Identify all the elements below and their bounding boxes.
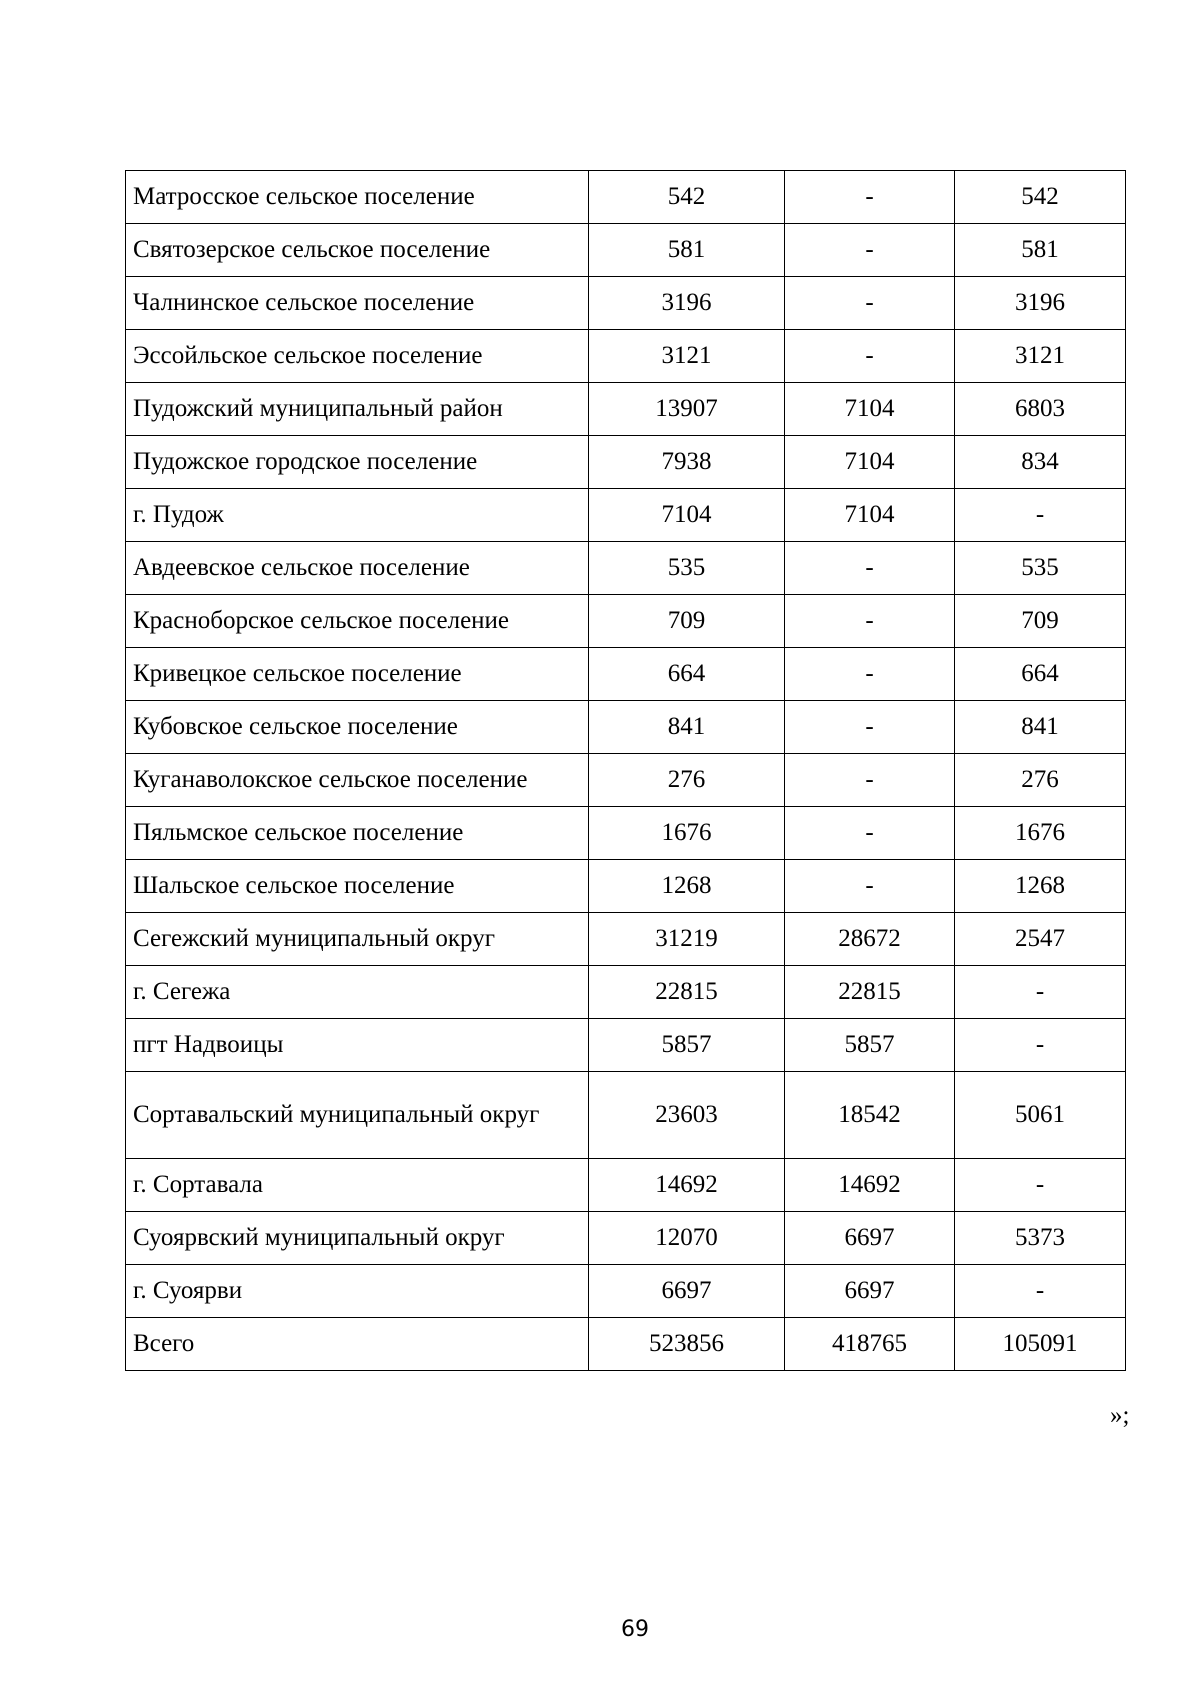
- cell-rural: 664: [955, 648, 1126, 701]
- cell-urban: -: [785, 224, 955, 277]
- table-row: [126, 1072, 1126, 1159]
- cell-urban: -: [785, 595, 955, 648]
- cell-municipality: Пудожский муниципальный район: [126, 383, 589, 436]
- cell-municipality: Эссойльское сельское поселение: [126, 330, 589, 383]
- table-row: [126, 542, 1126, 595]
- table-row: [126, 1212, 1126, 1265]
- page-number: 69: [621, 1617, 649, 1642]
- cell-urban: -: [785, 754, 955, 807]
- cell-total: 7938: [589, 436, 785, 489]
- cell-municipality: Сортавальский муниципальный округ: [126, 1072, 589, 1159]
- table-row: [126, 648, 1126, 701]
- cell-municipality: Кривецкое сельское поселение: [126, 648, 589, 701]
- cell-rural: -: [955, 1019, 1126, 1072]
- cell-municipality: г. Суоярви: [126, 1265, 589, 1318]
- cell-municipality: г. Пудож: [126, 489, 589, 542]
- cell-urban: -: [785, 860, 955, 913]
- cell-municipality: г. Сортавала: [126, 1159, 589, 1212]
- cell-urban: 22815: [785, 966, 955, 1019]
- cell-total: 12070: [589, 1212, 785, 1265]
- table-row: [126, 595, 1126, 648]
- cell-municipality: Куганаволокское сельское поселение: [126, 754, 589, 807]
- cell-rural: -: [955, 1265, 1126, 1318]
- table-row: [126, 1019, 1126, 1072]
- cell-rural: 2547: [955, 913, 1126, 966]
- cell-rural: 1268: [955, 860, 1126, 913]
- cell-urban: -: [785, 277, 955, 330]
- cell-urban: -: [785, 330, 955, 383]
- cell-total: 22815: [589, 966, 785, 1019]
- cell-municipality: Шальское сельское поселение: [126, 860, 589, 913]
- cell-rural: 535: [955, 542, 1126, 595]
- cell-municipality: Суоярвский муниципальный округ: [126, 1212, 589, 1265]
- cell-urban: 7104: [785, 489, 955, 542]
- cell-municipality: Кубовское сельское поселение: [126, 701, 589, 754]
- table-row: [126, 860, 1126, 913]
- cell-total: 542: [589, 171, 785, 224]
- cell-urban: 7104: [785, 436, 955, 489]
- cell-urban: -: [785, 648, 955, 701]
- cell-municipality: Пудожское городское поселение: [126, 436, 589, 489]
- cell-total: 581: [589, 224, 785, 277]
- table-body: [126, 171, 1126, 1371]
- cell-urban: -: [785, 807, 955, 860]
- cell-municipality: Сегежский муниципальный округ: [126, 913, 589, 966]
- cell-urban: 14692: [785, 1159, 955, 1212]
- cell-rural: 276: [955, 754, 1126, 807]
- table-row: [126, 807, 1126, 860]
- table-row: [126, 277, 1126, 330]
- cell-rural: 581: [955, 224, 1126, 277]
- cell-municipality: Святозерское сельское поселение: [126, 224, 589, 277]
- cell-urban: -: [785, 171, 955, 224]
- cell-municipality: Авдеевское сельское поселение: [126, 542, 589, 595]
- cell-municipality: Пяльмское сельское поселение: [126, 807, 589, 860]
- cell-rural: 5061: [955, 1072, 1126, 1159]
- cell-total: 709: [589, 595, 785, 648]
- cell-rural: -: [955, 489, 1126, 542]
- cell-urban: 5857: [785, 1019, 955, 1072]
- table-row: [126, 1159, 1126, 1212]
- table-row: [126, 1318, 1126, 1371]
- cell-rural: -: [955, 1159, 1126, 1212]
- cell-rural: 841: [955, 701, 1126, 754]
- cell-urban: -: [785, 542, 955, 595]
- table-row: [126, 913, 1126, 966]
- cell-total: 23603: [589, 1072, 785, 1159]
- table-row: [126, 330, 1126, 383]
- cell-urban: 7104: [785, 383, 955, 436]
- cell-urban: 18542: [785, 1072, 955, 1159]
- cell-rural: 542: [955, 171, 1126, 224]
- cell-total: 6697: [589, 1265, 785, 1318]
- cell-rural: 105091: [955, 1318, 1126, 1371]
- population-table: [125, 170, 1126, 1371]
- cell-total: 5857: [589, 1019, 785, 1072]
- cell-urban: 28672: [785, 913, 955, 966]
- closing-quote-mark: »;: [1110, 1402, 1130, 1429]
- table-row: [126, 224, 1126, 277]
- cell-total: 3196: [589, 277, 785, 330]
- cell-total: 3121: [589, 330, 785, 383]
- cell-total: 14692: [589, 1159, 785, 1212]
- cell-rural: 709: [955, 595, 1126, 648]
- cell-total: 1676: [589, 807, 785, 860]
- table-row: [126, 966, 1126, 1019]
- cell-rural: 3121: [955, 330, 1126, 383]
- cell-municipality: Чалнинское сельское поселение: [126, 277, 589, 330]
- cell-rural: 1676: [955, 807, 1126, 860]
- cell-rural: 3196: [955, 277, 1126, 330]
- cell-total: 31219: [589, 913, 785, 966]
- cell-total: 523856: [589, 1318, 785, 1371]
- cell-municipality: пгт Надвоицы: [126, 1019, 589, 1072]
- cell-municipality: Всего: [126, 1318, 589, 1371]
- cell-municipality: Красноборское сельское поселение: [126, 595, 589, 648]
- table-row: [126, 171, 1126, 224]
- cell-total: 1268: [589, 860, 785, 913]
- cell-total: 7104: [589, 489, 785, 542]
- table-row: [126, 489, 1126, 542]
- cell-rural: 5373: [955, 1212, 1126, 1265]
- table-row: [126, 1265, 1126, 1318]
- cell-total: 276: [589, 754, 785, 807]
- cell-rural: 834: [955, 436, 1126, 489]
- cell-rural: -: [955, 966, 1126, 1019]
- cell-rural: 6803: [955, 383, 1126, 436]
- cell-total: 841: [589, 701, 785, 754]
- cell-total: 664: [589, 648, 785, 701]
- cell-municipality: г. Сегежа: [126, 966, 589, 1019]
- table-row: [126, 383, 1126, 436]
- cell-municipality: Матросское сельское поселение: [126, 171, 589, 224]
- table-row: [126, 754, 1126, 807]
- table-row: [126, 436, 1126, 489]
- cell-urban: 6697: [785, 1212, 955, 1265]
- cell-urban: 6697: [785, 1265, 955, 1318]
- cell-urban: -: [785, 701, 955, 754]
- cell-total: 13907: [589, 383, 785, 436]
- cell-total: 535: [589, 542, 785, 595]
- cell-urban: 418765: [785, 1318, 955, 1371]
- table-row: [126, 701, 1126, 754]
